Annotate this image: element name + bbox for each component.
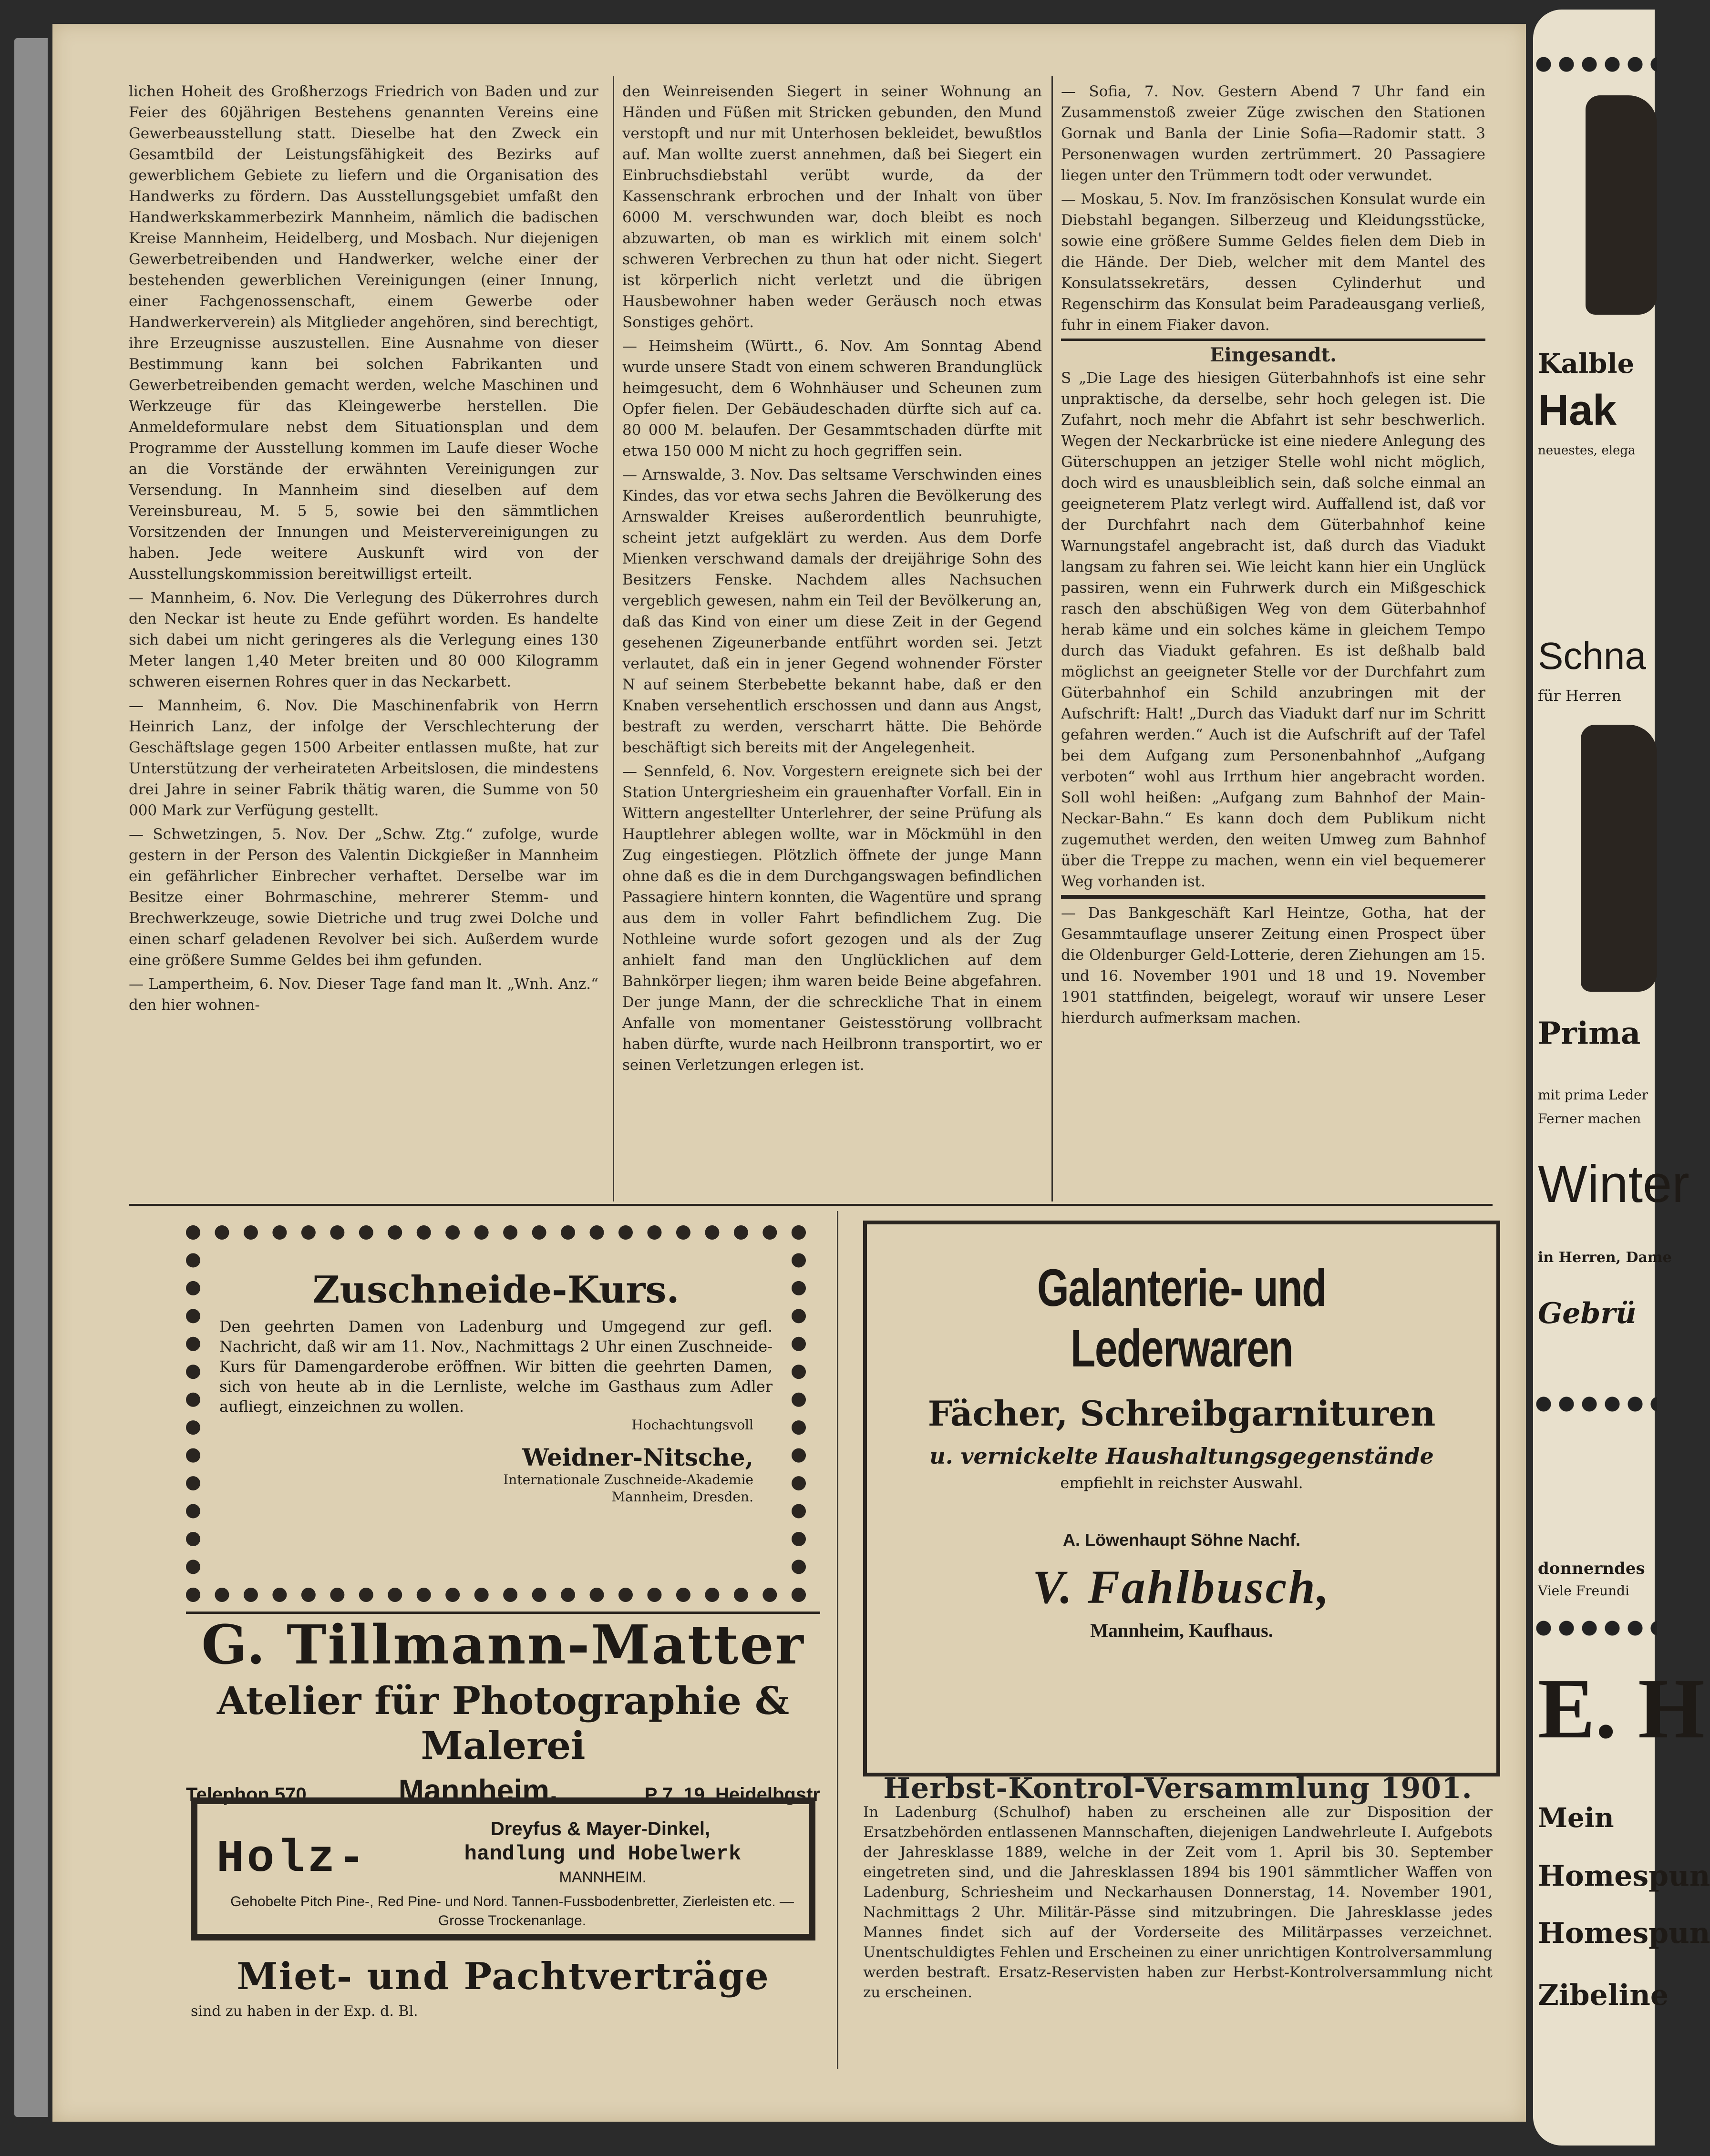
ad-address: P 7, 19, Heidelbgstr xyxy=(644,1784,820,1805)
article-arnswalde: — Arnswalde, 3. Nov. Das seltsame Verschwinden eines Kindes, das vor etwa sechs Jahren die Bevölkerung des Arnswalder Kreises außerordentlich beunruhigte, scheint jetzt aufgeklärt zu werden. Aus dem Dorfe Mienken verschwand damals der dreijährige Sohn des Besitzers Fenske. Nachdem alles Nachsuchen vergeblich gewesen, nahm ein Teil der Bevölkerung an, daß das Kind von einer um diese Zeit in der Gegend gesehenen Zigeunerbande entführt worden sei. Jetzt verlautet, daß ein in jener Gegend wohnender Förster N auf seinem Sterbebette bekannt habe, daß er den Knaben versehentlich erschossen und dann aus Angst, bestraft zu werden, verscharrt hätte. Die Behörde beschäftigt sich bereits mit der Angelegenheit. xyxy=(622,466,1042,756)
ad-city: Mannheim. xyxy=(398,1773,558,1807)
ad-name: G. Tillmann-Matter xyxy=(201,1614,805,1676)
ad-fragment: Mein xyxy=(1538,1802,1614,1834)
ad-fragment: mit prima Leder xyxy=(1538,1087,1648,1103)
ad-fragment: Prima xyxy=(1538,1016,1641,1051)
ad-galanterie xyxy=(863,1221,1500,1776)
boot-illustration xyxy=(1586,95,1657,315)
ad-city: MANNHEIM. xyxy=(559,1869,647,1886)
ad-body: Den geehrten Damen von Ladenburg und Umgegend zur gefl. Nachricht, daß wir am 11. Nov., Nachmittags 2 Uhr einen Zuschneide-Kurs für Damengarderobe eröffnen. Wir bitten die geehrten Damen, sich von heute ab in die Lernliste, welche im Gasthaus zum Adler aufliegt, einzeichnen zu wollen. xyxy=(219,1317,773,1416)
ornament-dots xyxy=(1533,52,1657,76)
ad-signature: Weidner-Nitsche, xyxy=(522,1443,753,1471)
ad-cities: Mannheim, Dresden. xyxy=(611,1489,753,1505)
column-divider xyxy=(1051,76,1053,1201)
ad-miet-vertraege xyxy=(186,1955,820,2055)
ad-fragment: neuestes, elega xyxy=(1538,443,1636,458)
ad-title: Zuschneide-Kurs. xyxy=(312,1268,680,1312)
article-moskau: — Moskau, 5. Nov. Im französischen Konsulat wurde ein Diebstahl begangen. Silberzeug und Kleidungsstücke, sowie eine größere Summe Geldes fielen dem Dieb in die Hände. Der Dieb, welcher mit dem Mantel des Konsulatssekretärs, dessen Cylinderhut und Regenschirm das Konsulat beim Paradeausgang verließ, fuhr in einem Fiaker davon. xyxy=(1061,191,1485,334)
section-divider xyxy=(129,1204,1493,1206)
notice-body: In Ladenburg (Schulhof) haben zu erscheinen alle zur Disposition der Ersatzbehörden entlassenen Mannschaften, diejenigen Landwehrleute I. Aufgebots der Jahresklasse 1889, welche in der Zeit vom 1. April bis 30. September eingetreten sind, und die Jahresklassen 1894 bis 1901 sämmtlicher Waffen von Ladenburg, Schriesheim und Neckarhausen Donnerstag, 14. November 1901, Nachmittags 2 Uhr. Militär-Pässe sind mitzubringen. Die Jahresklasse jedes Mannes findet sich auf der Vorderseite des Militärpasses verzeichnet. Unentschuldigtes Fehlen und Erscheinen zu einer unrichtigen Kontrolversammlung werden bestraft. Ersatz-Reservisten haben zur Herbst-Kontrolversammlung nicht zu erscheinen. xyxy=(863,1804,1493,2001)
ad-line: empfiehlt in reichster Auswahl. xyxy=(1060,1474,1303,1492)
ad-organization: Internationale Zuschneide-Akademie xyxy=(503,1472,753,1488)
ad-body: sind zu haben in der Exp. d. Bl. xyxy=(191,2003,418,2020)
ad-holzhandlung xyxy=(191,1797,815,1940)
ad-owner: A. Löwenhaupt Söhne Nachf. xyxy=(1062,1530,1300,1550)
book-spine xyxy=(14,38,48,2117)
shoe-illustration xyxy=(1581,725,1657,992)
ad-greeting: Hochachtungsvoll xyxy=(631,1417,753,1433)
ad-fragment: für Herren xyxy=(1538,687,1621,705)
section-heading-eingesandt: Eingesandt. xyxy=(1061,339,1485,366)
article-mannheim-lanz: — Mannheim, 6. Nov. Die Maschinenfabrik von Herrn Heinrich Lanz, der infolge der Verschlechterung der Geschäftslage gegen 1500 Arbeiter entlassen mußte, hat zur Unterstützung der verheirateten Arbeitslosen, die mindestens drei Jahre in seiner Fabrik thätig waren, die Summe von 50 000 Mark zur Verfügung gestellt. xyxy=(129,697,598,819)
notice-title: Herbst-Kontrol-Versammlung 1901. xyxy=(883,1772,1473,1805)
ad-fragment: Winter xyxy=(1538,1155,1689,1213)
ad-zuschneide-kurs xyxy=(186,1225,806,1602)
ad-line: u. vernickelte Haushaltungsgegenstände xyxy=(929,1443,1434,1469)
ad-fragment: Viele Freundi xyxy=(1538,1583,1630,1599)
ad-tillmann-matter xyxy=(186,1612,820,1807)
notice-kontrolversammlung xyxy=(863,1772,1493,2002)
article-sennfeld: — Sennfeld, 6. Nov. Vorgestern ereignete sich bei der Station Untergriesheim ein grauenhafter Vorfall. Ein in Wittern angestellter Unterlehrer, der seine Prüfung als Hauptlehrer ablegen wollte, war in Möckmühl in den Zug eingestiegen. Plötzlich öffnete der junge Mann ohne daß es die in dem Durchgangswagen befindlichen Passagiere hintern konnten, die Wagentüre und sprang aus dem in voller Fahrt befindlichem Zug. Die Nothleine wurde sofort gezogen und als der Zug anhielt fand man den Unglücklichen auf dem Bahnkörper liegen; ihm waren beide Beine abgefahren. Der junge Mann, der die schreckliche That in einem Anfalle von momentaner Geistesstörung vollbracht haben dürfte, wurde nach Heilbronn transportirt, wo er seinen Verletzungen erlegen ist. xyxy=(622,763,1042,1074)
article-schwetzingen: — Schwetzingen, 5. Nov. Der „Schw. Ztg.“ zufolge, wurde gestern in der Person des Valentin Dickgießer in Mannheim ein gefährlicher Einbrecher verhaftet. Derselbe war im Besitze einer Bohrmaschine, mehrerer Stemm- und Brechwerkzeuge, sowie Dietriche und trug zwei Dolche und einen scharf geladenen Revolver bei sich. Außerdem wurde eine größere Summe Geldes bei ihm gefunden. xyxy=(129,826,598,969)
article-column-2 xyxy=(622,81,1042,1078)
ad-fragment: donnerndes xyxy=(1538,1559,1645,1578)
ad-title: Holz- xyxy=(216,1833,369,1885)
ad-firm: Dreyfus & Mayer-Dinkel, xyxy=(490,1818,711,1839)
ad-line: Fächer, Schreibgarnituren xyxy=(927,1393,1436,1434)
ad-fragment: E. H xyxy=(1538,1661,1705,1756)
article-column-3 xyxy=(1061,81,1485,1031)
article-bankgeschaeft: — Das Bankgeschäft Karl Heintze, Gotha, hat der Gesammtauflage unserer Zeitung einen Prospect über die Oldenburger Geld-Lotterie, deren Ziehungen am 15. und 16. November 1901 und 18 und 19. November 1901 stattfinden, beigelegt, worauf wir unsere Leser hierdurch aufmerksam machen. xyxy=(1061,895,1485,1028)
article-column-1 xyxy=(129,81,598,1018)
article-mannheim-dueker: — Mannheim, 6. Nov. Die Verlegung des Dükerrohres durch den Neckar ist heute zu Ende geführt worden. Es handelte sich dabei um nicht geringeres als die Verlegung eines 130 Meter langen 1,40 Meter breiten und 80 000 Kilogramm schweren eisernen Rohres quer in das Neckarbett. xyxy=(129,589,598,690)
ad-fragment: Homespun xyxy=(1538,1917,1710,1950)
ad-name: V. Fahlbusch, xyxy=(1032,1561,1331,1613)
ad-fragment: Schna xyxy=(1538,635,1646,677)
ad-fragment: Kalble xyxy=(1538,348,1635,380)
ad-subtitle: Atelier für Photographie & Malerei xyxy=(216,1678,790,1768)
ornament-dots xyxy=(1533,1616,1657,1640)
article-ausstellung: lichen Hoheit des Großherzogs Friedrich von Baden und zur Feier des 60jährigen Bestehens genannten Vereins eine Gewerbeausstellung statt. Dieselbe hat den Zweck ein Gesamtbild der Leistungsfähigkeit des Bezirks auf gewerblichem Gebiete zu liefern und die Organisation des Handwerks zu fördern. Das Ausstellungsgebiet umfaßt den Handwerkskammerbezirk Mannheim, nämlich die badischen Kreise Mannheim, Heidelberg, und Mosbach. Nur diejenigen Gewerbetreibenden und Handwerker, welche einer der bestehenden gewerblichen Vereinigungen (einer Innung, einer Fachgenossenschaft, einem Gewerbe oder Handwerkerverein) als Mitglieder angehören, sind berechtigt, ihre Erzeugnisse auszustellen. Eine Ausnahme von dieser Bestimmung kann bei solchen Fabrikanten und Gewerbetreibenden gemacht werden, welche Maschinen und Werkzeuge für das Kleingewerbe herstellen. Die Anmeldeformulare nebst dem Situationsplan und dem Programme der Ausstellung kommen im Laufe dieser Woche an die Vorstände der erwähnten Vereinigungen zur Versendung. In Mannheim sind dieselben auf dem Vereinsbureau, M. 5 5, sowie bei den sämmtlichen Vorsitzenden der Innungen und Meistervereinigungen zu haben. Jede weitere Auskunft wird von der Ausstellungskommission bereitwilligst erteilt. xyxy=(129,83,598,583)
column-divider xyxy=(837,1211,838,2069)
ad-fragment: Homespun xyxy=(1538,1859,1710,1893)
ornament-dots xyxy=(1533,1392,1657,1416)
ad-details: Gehobelte Pitch Pine-, Red Pine- und Nord. Tannen-Fussbodenbretter, Zierleisten etc. — Grosse Trockenanlage. xyxy=(230,1894,794,1929)
ad-title: Miet- und Pachtverträge xyxy=(237,1955,770,1998)
ad-phone: Telephon 570. xyxy=(186,1784,312,1805)
ad-fragment: Gebrü xyxy=(1538,1297,1637,1330)
article-sofia: — Sofia, 7. Nov. Gestern Abend 7 Uhr fand ein Zusammenstoß zweier Züge zwischen den Stationen Gornak und Banla der Linie Sofia—Radomir statt. 3 Personenwagen wurden zertrümmert. 20 Passagiere liegen unter den Trümmern todt oder verwundet. xyxy=(1061,83,1485,184)
ad-title: Galanterie- und Lederwaren xyxy=(1037,1259,1326,1378)
ad-fragment: in Herren, Dame xyxy=(1538,1249,1672,1266)
article-lampertheim: — Lampertheim, 6. Nov. Dieser Tage fand man lt. „Wnh. Anz.“ den hier wohnen- xyxy=(129,975,598,1014)
ad-address: Mannheim, Kaufhaus. xyxy=(1090,1620,1273,1641)
ad-fragment: Ferner machen xyxy=(1538,1111,1641,1127)
ad-line: handlung und Hobelwerk xyxy=(464,1842,742,1866)
article-gueterbahnhof: S „Die Lage des hiesigen Güterbahnhofs ist eine sehr unpraktische, da derselbe, sehr hoch gelegen ist. Die Zufahrt, noch mehr die Abfahrt ist sehr beschwerlich. Wegen der Neckarbrücke ist eine niedere Anlegung des Güterschuppen an jetziger Stelle wohl nicht möglich, doch wird es unausbleiblich sein, daß solche einmal an geeigneterem Platz verlegt wird. Auffallend ist, daß vor der Durchfahrt nach dem Güterbahnhof keine Warnungstafel angebracht ist, daß durch das Viadukt langsam zu fahren sei. Wie leicht kann hier ein Unglück passiren, wenn ein Fuhrwerk durch ein Mißgeschick rasch den abschüßigen Weg von dem Güterbahnhof herab käme und ein solches käme in gleichem Tempo durch das Viadukt gefahren. Es ist deßhalb bald möglichst an geeigneter Stelle vor der Durchfahrt zum Güterbahnhof ein Schild anzubringen mit der Aufschrift: Halt! „Durch das Viadukt darf nur im Schritt gefahren werden.“ Auch ist die Aufschrift auf der Tafel bei dem Aufgang zum Personenbahnhof „Aufgang verboten“ wohl aus Irrthum hier angebracht worden. Soll wohl heißen: „Aufgang zum Bahnhof der Main-Neckar-Bahn.“ Es kann doch dem Publikum nicht zugemuthet werden, den weiten Umweg zum Bahnhof über die Treppe zu machen, wenn ein viel bequemerer Weg vorhanden ist. xyxy=(1061,370,1485,890)
article-siegert: den Weinreisenden Siegert in seiner Wohnung an Händen und Füßen mit Stricken gebunden, den Mund verstopft und nur mit Unterhosen bekleidet, bewußtlos auf. Man wollte zuerst annehmen, daß bei Siegert ein Einbruchsdiebstahl verübt wurde, da der Kassenschrank erbrochen und der Inhalt von über 6000 M. verschwunden war, doch bleibt es noch abzuwarten, ob man es wirklich mit einem solch' schweren Verbrechen zu thun hat oder nicht. Siegert ist körperlich nicht verletzt und die übrigen Hausbewohner haben weder Geräusch noch etwas Sonstiges gehört. xyxy=(622,83,1042,331)
article-heimsheim: — Heimsheim (Württ., 6. Nov. Am Sonntag Abend wurde unsere Stadt von einem schweren Brandunglück heimgesucht, dem 6 Wohnhäuser und Scheunen zum Opfer fielen. Der Gebäudeschaden dürfte sich auf ca. 80 000 M. belaufen. Der Gesammtschaden dürfte mit etwa 150 000 M nicht zu hoch gegriffen sein. xyxy=(622,338,1042,460)
adjacent-page xyxy=(1533,10,1710,2146)
ad-fragment: Hak xyxy=(1538,387,1617,434)
ad-fragment: Zibeline xyxy=(1538,1979,1669,2012)
column-divider xyxy=(613,76,614,1201)
